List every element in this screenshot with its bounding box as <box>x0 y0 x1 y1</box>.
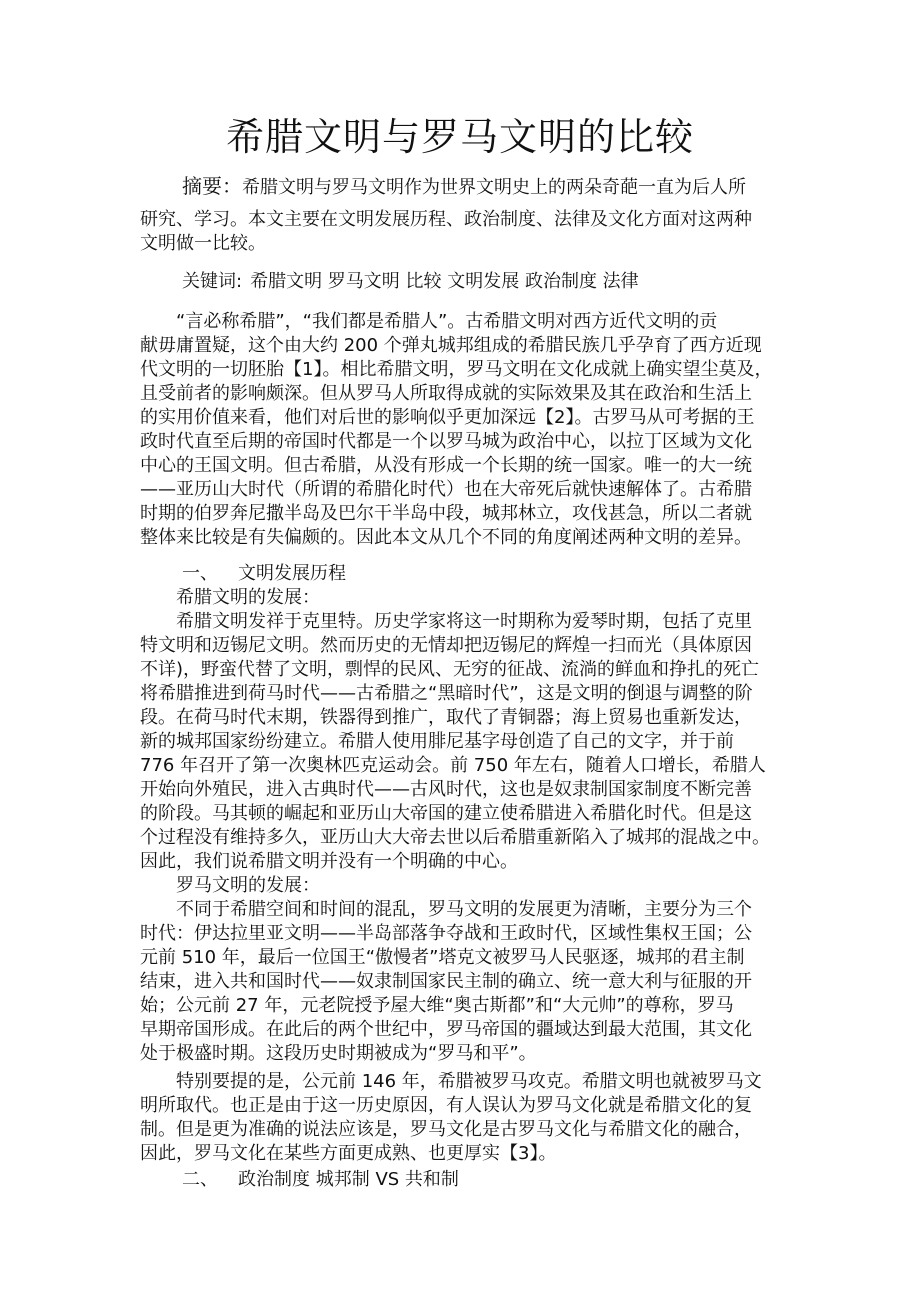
greek-dev-heading: 希腊文明的发展： <box>176 587 320 608</box>
special-first-line: 特别要提的是，公元前 146 年，希腊被罗马攻克。希腊文明也就被罗马文 <box>176 1071 762 1092</box>
section-1-heading <box>182 562 346 586</box>
greek-dev-line: 因此，我们说希腊文明并没有一个明确的中心。 <box>140 851 518 872</box>
section-1-title: 文明发展历程 <box>238 563 346 584</box>
roman-dev-line: 始；公元前 27 年，元老院授予屋大维“奥古斯都”和“大元帅”的尊称，罗马 <box>140 995 734 1016</box>
intro-line: ——亚历山大时代（所谓的希腊化时代）也在大帝死后就快速解体了。古希腊 <box>140 479 752 500</box>
section-2-title: 政治制度 城邦制 VS 共和制 <box>238 1169 459 1190</box>
greek-dev-line: 个过程没有维持多久，亚历山大大帝去世以后希腊重新陷入了城邦的混战之中。 <box>140 827 770 848</box>
roman-dev-first-line: 不同于希腊空间和时间的混乱，罗马文明的发展更为清晰，主要分为三个 <box>176 899 752 920</box>
abstract-line: 研究、学习。本文主要在文明发展历程、政治制度、法律及文化方面对这两种 <box>140 209 752 230</box>
section-2-heading <box>182 1168 459 1192</box>
roman-dev-heading: 罗马文明的发展： <box>176 875 320 896</box>
intro-line: 的实用价值来看，他们对后世的影响似乎更加深远【2】。古罗马从可考据的王 <box>140 407 755 428</box>
abstract-line: 文明做一比较。 <box>140 233 266 254</box>
roman-dev-line: 时代：伊达拉里亚文明——半岛部落争夺战和王政时代，区域性集权王国；公 <box>140 923 752 944</box>
abstract-label: 摘要： <box>182 174 242 198</box>
intro-line: 代文明的一切胚胎【1】。相比希腊文明，罗马文明在文化成就上确实望尘莫及， <box>140 359 773 380</box>
roman-dev-line: 结束，进入共和国时代——奴隶制国家民主制的确立、统一意大利与征服的开 <box>140 971 752 992</box>
greek-dev-line: 开始向外殖民，进入古典时代——古风时代，这也是奴隶制国家制度不断完善 <box>140 779 752 800</box>
keywords-line <box>182 270 639 294</box>
greek-dev-first-line: 希腊文明发祥于克里特。历史学家将这一时期称为爱琴时期，包括了克里 <box>176 611 752 632</box>
special-line: 因此，罗马文化在某些方面更成熟、也更厚实【3】。 <box>140 1143 557 1164</box>
intro-line: 且受前者的影响颇深。但从罗马人所取得成就的实际效果及其在政治和生活上 <box>140 383 752 404</box>
greek-dev-line: 将希腊推进到荷马时代——古希腊之“黑暗时代”，这是文明的倒退与调整的阶 <box>140 683 753 704</box>
keywords-text: 希腊文明 罗马文明 比较 文明发展 政治制度 法律 <box>250 271 639 292</box>
intro-line: 献毋庸置疑，这个由大约 200 个弹丸城邦组成的希腊民族几乎孕育了西方近现 <box>140 335 762 356</box>
special-line: 明所取代。也正是由于这一历史原因，有人误认为罗马文化就是希腊文化的复 <box>140 1095 752 1116</box>
document-title: 希腊文明与罗马文明的比较 <box>225 115 694 159</box>
roman-dev-line: 处于极盛时期。这段历史时期被成为“罗马和平”。 <box>140 1043 537 1064</box>
greek-dev-line: 不详)，野蛮代替了文明，剽悍的民风、无穷的征战、流淌的鲜血和挣扎的死亡 <box>140 659 760 680</box>
greek-dev-line: 特文明和迈锡尼文明。然而历史的无情却把迈锡尼的辉煌一扫而光（具体原因 <box>140 635 752 656</box>
roman-dev-line: 早期帝国形成。在此后的两个世纪中，罗马帝国的疆域达到最大范围，其文化 <box>140 1019 752 1040</box>
intro-line: 中心的王国文明。但古希腊，从没有形成一个长期的统一国家。唯一的大一统 <box>140 455 752 476</box>
keywords-label: 关键词: <box>182 271 243 292</box>
special-line: 制。但是更为准确的说法应该是，罗马文化是古罗马文化与希腊文化的融合， <box>140 1119 752 1140</box>
greek-dev-line: 776 年召开了第一次奥林匹克运动会。前 750 年左右，随着人口增长，希腊人 <box>140 755 766 776</box>
roman-dev-line: 元前 510 年，最后一位国王“傲慢者”塔克文被罗马人民驱逐，城邦的君主制 <box>140 947 745 968</box>
greek-dev-line: 段。在荷马时代末期，铁器得到推广，取代了青铜器；海上贸易也重新发达， <box>140 707 752 728</box>
intro-line: 整体来比较是有失偏颇的。因此本文从几个不同的角度阐述两种文明的差异。 <box>140 527 752 548</box>
intro-first-line: “言必称希腊”，“我们都是希腊人”。古希腊文明对西方近代文明的贡 <box>176 311 718 332</box>
intro-line: 政时代直至后期的帝国时代都是一个以罗马城为政治中心，以拉丁区域为文化 <box>140 431 752 452</box>
abstract-text: 希腊文明与罗马文明作为世界文明史上的两朵奇葩一直为后人所 <box>242 177 746 198</box>
intro-line: 时期的伯罗奔尼撒半岛及巴尔干半岛中段，城邦林立，攻伐甚急，所以二者就 <box>140 503 752 524</box>
abstract-first-line <box>182 174 746 200</box>
greek-dev-line: 的阶段。马其顿的崛起和亚历山大帝国的建立使希腊进入希腊化时代。但是这 <box>140 803 752 824</box>
section-2-number: 二、 <box>182 1169 218 1190</box>
greek-dev-line: 新的城邦国家纷纷建立。希腊人使用腓尼基字母创造了自己的文字，并于前 <box>140 731 734 752</box>
section-1-number: 一、 <box>182 563 218 584</box>
